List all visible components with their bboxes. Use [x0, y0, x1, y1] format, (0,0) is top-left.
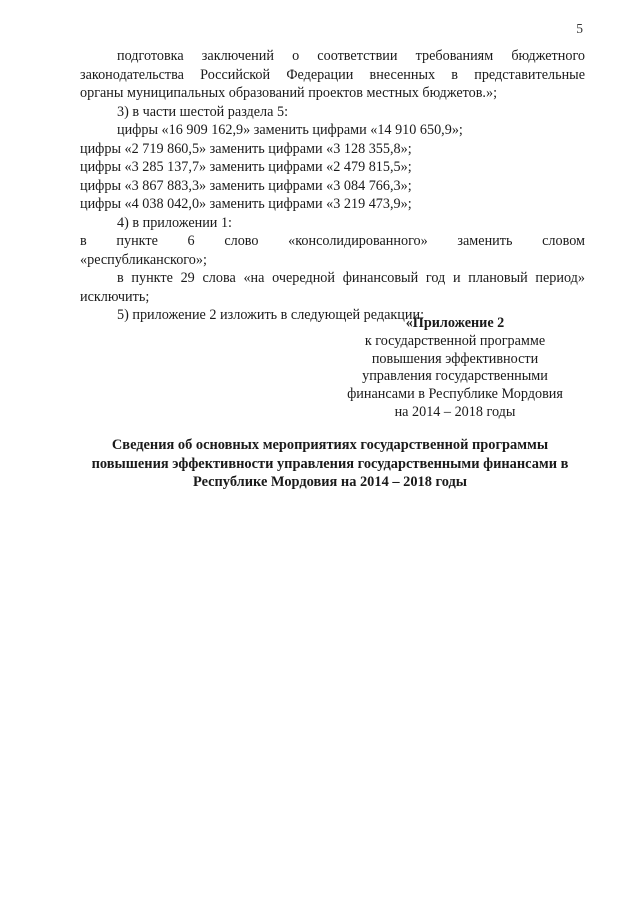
section-heading [60, 436, 600, 492]
text-line: в пункте 6 слово «консолидированного» заменить словом [80, 233, 585, 249]
text-line: цифры «3 285 137,7» заменить цифрами «2 479 815,5»; [80, 159, 412, 175]
text-line: подготовка заключений о соответствии требованиям бюджетного [117, 48, 585, 64]
body-text [80, 47, 585, 325]
appendix-line: управления государственными [362, 368, 548, 385]
appendix-line: повышения эффективности [371, 350, 539, 367]
appendix-line: финансами в Республике Мордовия [347, 386, 563, 403]
appendix-line: на 2014 – 2018 годы [394, 403, 516, 420]
text-line: цифры «4 038 042,0» заменить цифрами «3 219 473,9»; [80, 196, 412, 212]
text-line: 4) в приложении 1: [117, 214, 232, 231]
text-line: «республиканского»; [80, 251, 207, 268]
text-line: 3) в части шестой раздела 5: [117, 103, 289, 120]
heading-line: Сведения об основных мероприятиях государственной программы [111, 437, 549, 453]
text-line: 5) приложение 2 изложить в следующей редакции: [117, 307, 425, 323]
text-line: цифры «16 909 162,9» заменить цифрами «14 910 650,9»; [117, 122, 463, 138]
appendix-line: к государственной программе [364, 332, 546, 349]
text-line: законодательства Российской Федерации внесенных в представительные [80, 66, 585, 83]
appendix-title: «Приложение 2 [405, 315, 505, 331]
text-line: органы муниципальных образований проектов местных бюджетов.»; [80, 85, 498, 101]
text-line: в пункте 29 слова «на очередной финансовый год и плановый период» [117, 270, 585, 286]
heading-line: Республике Мордовия на 2014 – 2018 годы [192, 474, 468, 490]
appendix-block [325, 315, 585, 422]
text-line: цифры «2 719 860,5» заменить цифрами «3 128 355,8»; [80, 140, 412, 157]
page-number: 5 [576, 21, 583, 36]
text-line: цифры «3 867 883,3» заменить цифрами «3 084 766,3»; [80, 177, 412, 194]
heading-line: повышения эффективности управления государственными финансами в [91, 455, 569, 472]
text-line: исключить; [80, 288, 150, 305]
